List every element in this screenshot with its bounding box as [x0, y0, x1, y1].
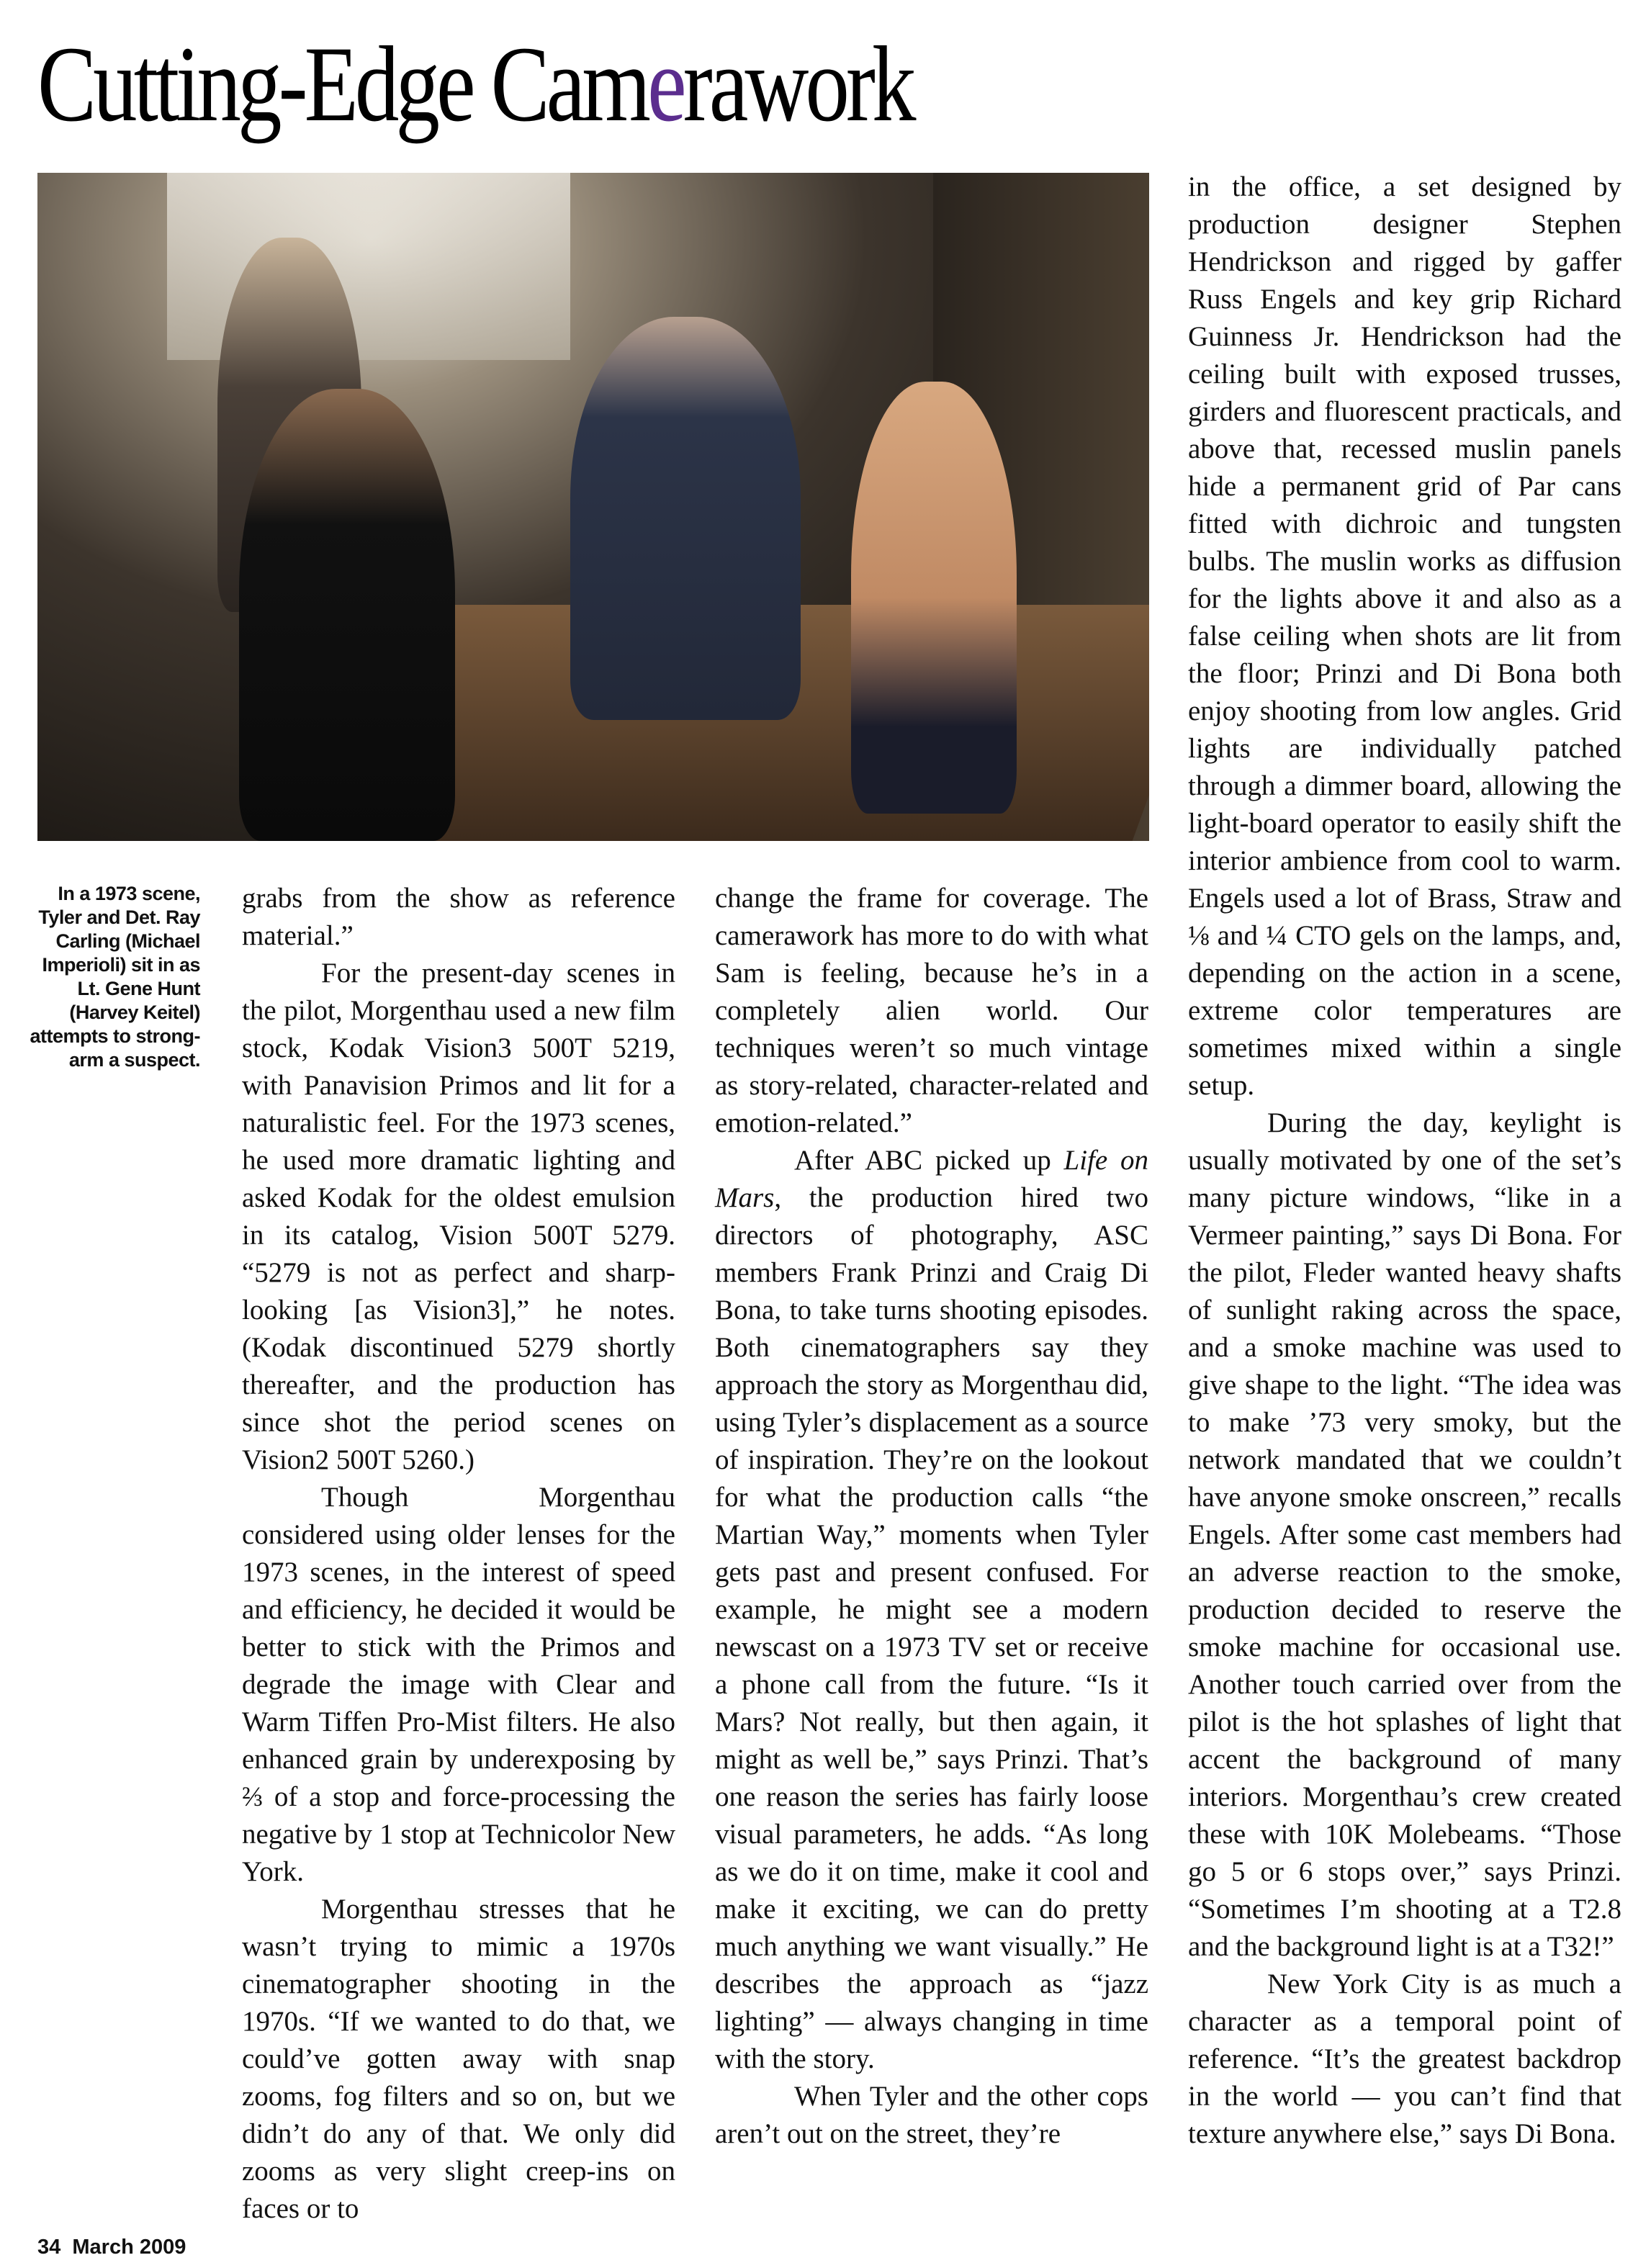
title-text: rawork [683, 24, 913, 144]
article-title [37, 24, 913, 144]
article-column-1 [242, 880, 675, 2228]
show-title: Life on Mars [715, 1145, 1149, 1213]
paragraph: change the frame for coverage. The camerawork has more to do with what Sam is feeling, because he’s in a completely alien world. Our techniques weren’t so much vintage as story-related, character-related and emotion-related.” [715, 883, 1148, 1138]
scene-photo [37, 173, 1149, 841]
paragraph: grabs from the show as reference material.” [242, 883, 675, 951]
photo-figure [239, 389, 455, 841]
article-column-3 [1188, 168, 1621, 2153]
paragraph: Morgenthau stresses that he wasn’t trying to mimic a 1970s cinematographer shooting in the 1970s. “If we wanted to do that, we could’ve gotten away with snap zooms, fog filters and so on, but we didn’t do any of that. We only did zooms as very slight creep-ins on faces or to [242, 1894, 675, 2224]
photo-caption: In a 1973 scene, Tyler and Det. Ray Carling (Michael Imperioli) sit in as Lt. Gene Hunt (Harvey Keitel) attempts to strong-arm a suspect. [30, 883, 200, 1071]
photo-figure [851, 382, 1017, 814]
paragraph: in the office, a set designed by production designer Stephen Hendrickson and rigged by gaffer Russ Engels and key grip Richard Guinness Jr. Hendrickson had the ceiling built with exposed trusses, girders and fluorescent practicals, and above that, recessed muslin panels hide a permanent grid of Par cans fitted with dichroic and tungsten bulbs. The muslin works as diffusion for the lights above it and also as a false ceiling when shots are lit from the floor; Prinzi and Di Bona both enjoy shooting from low angles. Grid lights are individually patched through a dimmer board, allowing the light-board operator to easily shift the interior ambience from cool to warm. Engels used a lot of Brass, Straw and ⅛ and ¼ CTO gels on the lamps, and, depending on the action in a scene, extreme color temperatures are sometimes mixed within a single setup. [1188, 171, 1621, 1101]
photo-figure [570, 317, 801, 720]
paragraph: When Tyler and the other cops aren’t out on the street, they’re [715, 2081, 1148, 2149]
paragraph [715, 1142, 1148, 2078]
paragraph: New York City is as much a character as a temporal point of reference. “It’s the greatest backdrop in the world — you can’t find that texture anywhere else,” says Di Bona. [1188, 1968, 1621, 2149]
paragraph: During the day, keylight is usually motivated by one of the set’s many picture windows, “like in a Vermeer painting,” says Di Bona. For the pilot, Fleder wanted heavy shafts of sunlight raking across the space, and a smoke machine was used to give shape to the light. “The idea was to make ’73 very smoky, but the network mandated that we couldn’t have anyone smoke onscreen,” recalls Engels. After some cast members had an adverse reaction to the smoke, production decided to reserve the smoke machine for occasional use. Another touch carried over from the pilot is the hot splashes of light that accent the background of many interiors. Morgenthau’s crew created these with 10K Molebeams. “Those go 5 or 6 stops over,” says Prinzi. “Sometimes I’m shooting at a T2.8 and the background light is at a T32!” [1188, 1107, 1621, 1962]
paragraph: Though Morgenthau considered using older lenses for the 1973 scenes, in the interest of speed and efficiency, he decided it would be better to stick with the Primos and degrade the image with Clear and Warm Tiffen Pro-Mist filters. He also enhanced grain by underexposing by ⅔ of a stop and force-processing the negative by 1 stop at Technicolor New York. [242, 1482, 675, 1887]
page-footer: 34 March 2009 [37, 2236, 186, 2259]
title-text: Cutting-Edge Cam [37, 24, 648, 144]
text-run: After ABC picked up [794, 1145, 1064, 1176]
paragraph: For the present-day scenes in the pilot, Morgenthau used a new film stock, Kodak Vision3 500T 5219, with Panavision Primos and lit for a naturalistic feel. For the 1973 scenes, he used more dramatic lighting and asked Kodak for the oldest emulsion in its catalog, Vision 500T 5279. “5279 is not as perfect and sharp-looking [as Vision3],” he notes. (Kodak discontinued 5279 shortly thereafter, and the production has since shot the period scenes on Vision2 500T 5260.) [242, 958, 675, 1475]
text-run: , the production hired two directors of photography, ASC members Frank Prinzi and Craig Di Bona, to take turns shooting episodes. Both cinematographers say they approach the story as Morgenthau did, using Tyler’s displacement as a source of inspiration. They’re on the lookout for what the production calls “the Martian Way,” moments when Tyler gets past and present confused. For example, he might see a modern newscast on a 1973 TV set or receive a phone call from the future. “Is it Mars? Not really, but then again, it might as well be,” says Prinzi. That’s one reason the series has fairly loose visual parameters, he adds. “As long as we do it on time, make it cool and make it exciting, we can do pretty much anything we want visually.” He describes the approach as “jazz lighting” — always changing in time with the story. [715, 1182, 1148, 2074]
article-column-2 [715, 880, 1148, 2153]
title-accent-letter: e [647, 24, 683, 144]
